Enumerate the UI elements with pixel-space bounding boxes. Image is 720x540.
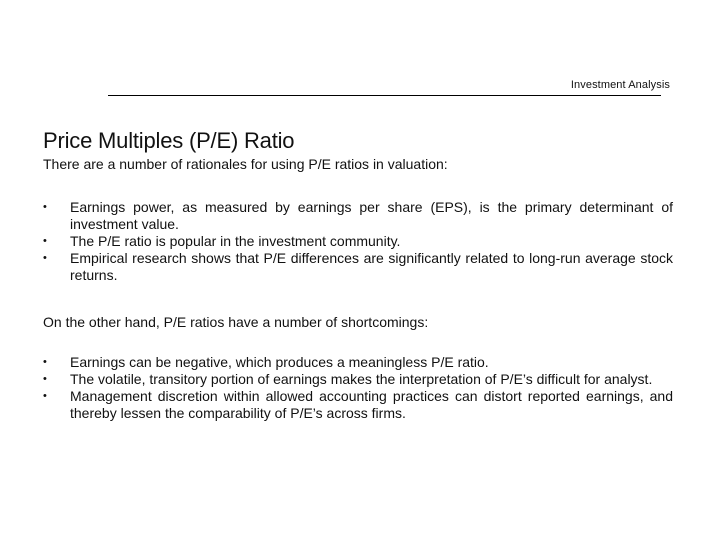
shortcomings-intro: On the other hand, P/E ratios have a number of shortcomings: bbox=[43, 314, 429, 330]
bullet-icon: • bbox=[43, 201, 47, 213]
header-label: Investment Analysis bbox=[570, 79, 670, 91]
shortcomings-list bbox=[43, 354, 673, 422]
rationales-intro: There are a number of rationales for using P/E ratios in valuation: bbox=[43, 156, 448, 172]
list-item bbox=[43, 250, 673, 284]
bullet-icon: • bbox=[43, 356, 47, 368]
bullet-icon: • bbox=[43, 390, 47, 402]
list-item-text: Management discretion within allowed accounting practices can distort reported earnings, and thereby lessen the comparability of P/E’s across firms. bbox=[70, 388, 673, 421]
list-item-text: The volatile, transitory portion of earnings makes the interpretation of P/E’s difficult for analyst. bbox=[70, 371, 653, 387]
list-item bbox=[43, 199, 673, 233]
list-item bbox=[43, 354, 673, 371]
list-item bbox=[43, 371, 673, 388]
bullet-icon: • bbox=[43, 235, 47, 247]
list-item bbox=[43, 233, 673, 250]
header-divider bbox=[108, 95, 661, 96]
list-item-text: The P/E ratio is popular in the investment community. bbox=[70, 233, 401, 249]
bullet-icon: • bbox=[43, 373, 47, 385]
list-item-text: Earnings can be negative, which produces a meaningless P/E ratio. bbox=[70, 354, 489, 370]
slide-title: Price Multiples (P/E) Ratio bbox=[43, 128, 295, 153]
list-item-text: Empirical research shows that P/E differences are significantly related to long-run average stock returns. bbox=[70, 250, 673, 283]
bullet-icon: • bbox=[43, 252, 47, 264]
rationales-list bbox=[43, 199, 673, 284]
list-item bbox=[43, 388, 673, 422]
list-item-text: Earnings power, as measured by earnings per share (EPS), is the primary determinant of investment value. bbox=[70, 199, 673, 232]
